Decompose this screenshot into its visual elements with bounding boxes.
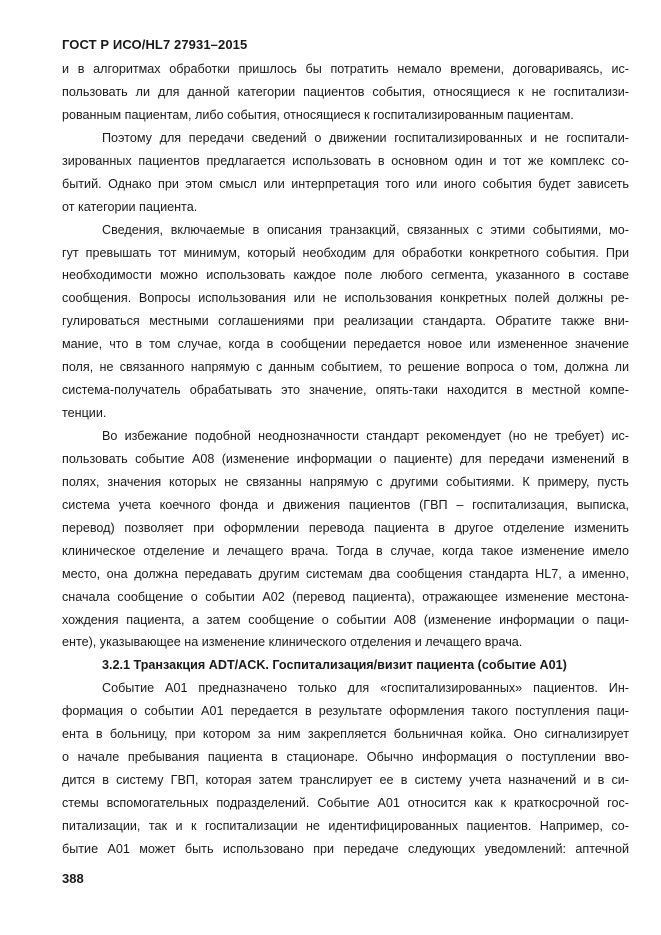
text-line: клиническое отделение и лечащего врача. Тогда в случае, когда такое изменение имело xyxy=(62,543,629,558)
text-line: Поэтому для передачи сведений о движении госпитализированных и не госпитали- xyxy=(102,130,629,145)
text-line: необходимости можно использовать каждое поле любого сегмента, указанного в составе xyxy=(62,268,629,283)
text-line: сообщения. Вопросы использования или не использования конкретных полей должны ре- xyxy=(62,291,629,306)
text-line: полях, значения которых не связанны напрямую с другими событиями. К примеру, пусть xyxy=(62,474,629,489)
text-line: бытие A01 может быть использовано при передаче следующих уведомлений: аптечной xyxy=(62,841,629,856)
text-line: бытий. Однако при этом смысл или интерпретация того или иного события будет зависеть xyxy=(62,176,629,191)
text-line: Событие A01 предназначено только для «госпитализированных» пациентов. Ин- xyxy=(102,681,629,696)
standard-header: ГОСТ Р ИСО/HL7 27931–2015 xyxy=(62,37,248,52)
text-line: пользовать ли для данной категории пациентов события, относящиеся к не госпитализи- xyxy=(62,84,629,99)
text-line: и в алгоритмах обработки пришлось бы потратить немало времени, договариваясь, ис- xyxy=(62,62,629,76)
text-line: Во избежание подобной неоднозначности стандарт рекомендует (но не требует) ис- xyxy=(102,429,629,443)
text-line: хождения пациента, а затем сообщение о событии A08 (изменение информации о паци- xyxy=(62,612,629,627)
text-line: о начале пребывания пациента в стационаре. Обычно информация о поступлении вво- xyxy=(62,750,629,765)
text-line: рованным пациентам, либо события, относящиеся к госпитализированным пациентам. xyxy=(62,107,574,122)
text-line: дится в систему ГВП, которая затем транслирует ее в систему учета назначений и в си- xyxy=(62,773,629,788)
body-text xyxy=(62,58,629,861)
text-line: система учета коечного фонда и движения пациентов (ГВП – госпитализация, выписка, xyxy=(62,497,629,512)
text-line: гулироваться местными соглашениями при реализации стандарта. Обратите также вни- xyxy=(62,314,629,329)
text-line: питализации, так и к госпитализации не идентифицированных пациентов. Например, со- xyxy=(62,818,629,833)
text-line: пользовать событие A08 (изменение информации о пациенте) для передачи изменений в xyxy=(62,451,629,466)
text-line: система-получатель обрабатывать это значение, опять-таки находится в местной компе- xyxy=(62,383,629,398)
page-number: 388 xyxy=(62,871,84,886)
text-line: формация о событии A01 передается в результате оформления такого поступления паци- xyxy=(62,704,629,719)
text-line: поля, не связанного напрямую с данным событием, то решение вопроса о том, должна ли xyxy=(62,360,629,375)
text-line: перевод) позволяет при оформлении перевода пациента в другое отделение изменить xyxy=(62,520,629,535)
text-line: стемы вспомогательных подразделений. Событие A01 относится как к краткосрочной гос- xyxy=(62,796,629,810)
text-line: сначала сообщение о событии A02 (перевод пациента), отражающее изменение местона- xyxy=(62,589,629,604)
section-heading: 3.2.1 Транзакция ADT/ACK. Госпитализация/визит пациента (событие A01) xyxy=(102,658,567,673)
text-line: ента в больницу, при котором за ним закрепляется больничная койка. Оно сигнализирует xyxy=(62,727,629,742)
text-line: от категории пациента. xyxy=(62,199,198,214)
text-line: Сведения, включаемые в описания транзакций, связанных с этими событиями, мо- xyxy=(102,222,629,237)
text-line: тенции. xyxy=(62,406,107,421)
text-line: енте), указывающее на изменение клинического отделения и лечащего врача. xyxy=(62,635,523,650)
text-line: мание, что в том случае, когда в сообщении передается новое или измененное значение xyxy=(62,337,629,352)
text-line: гут превышать тот минимум, который необходим для обработки конкретного события. При xyxy=(62,245,629,260)
text-line: место, она должна передавать другим системам два сообщения стандарта HL7, а именно, xyxy=(62,566,629,581)
text-line: зированных пациентов предлагается использовать в основном один и тот же комплекс со- xyxy=(62,153,629,168)
